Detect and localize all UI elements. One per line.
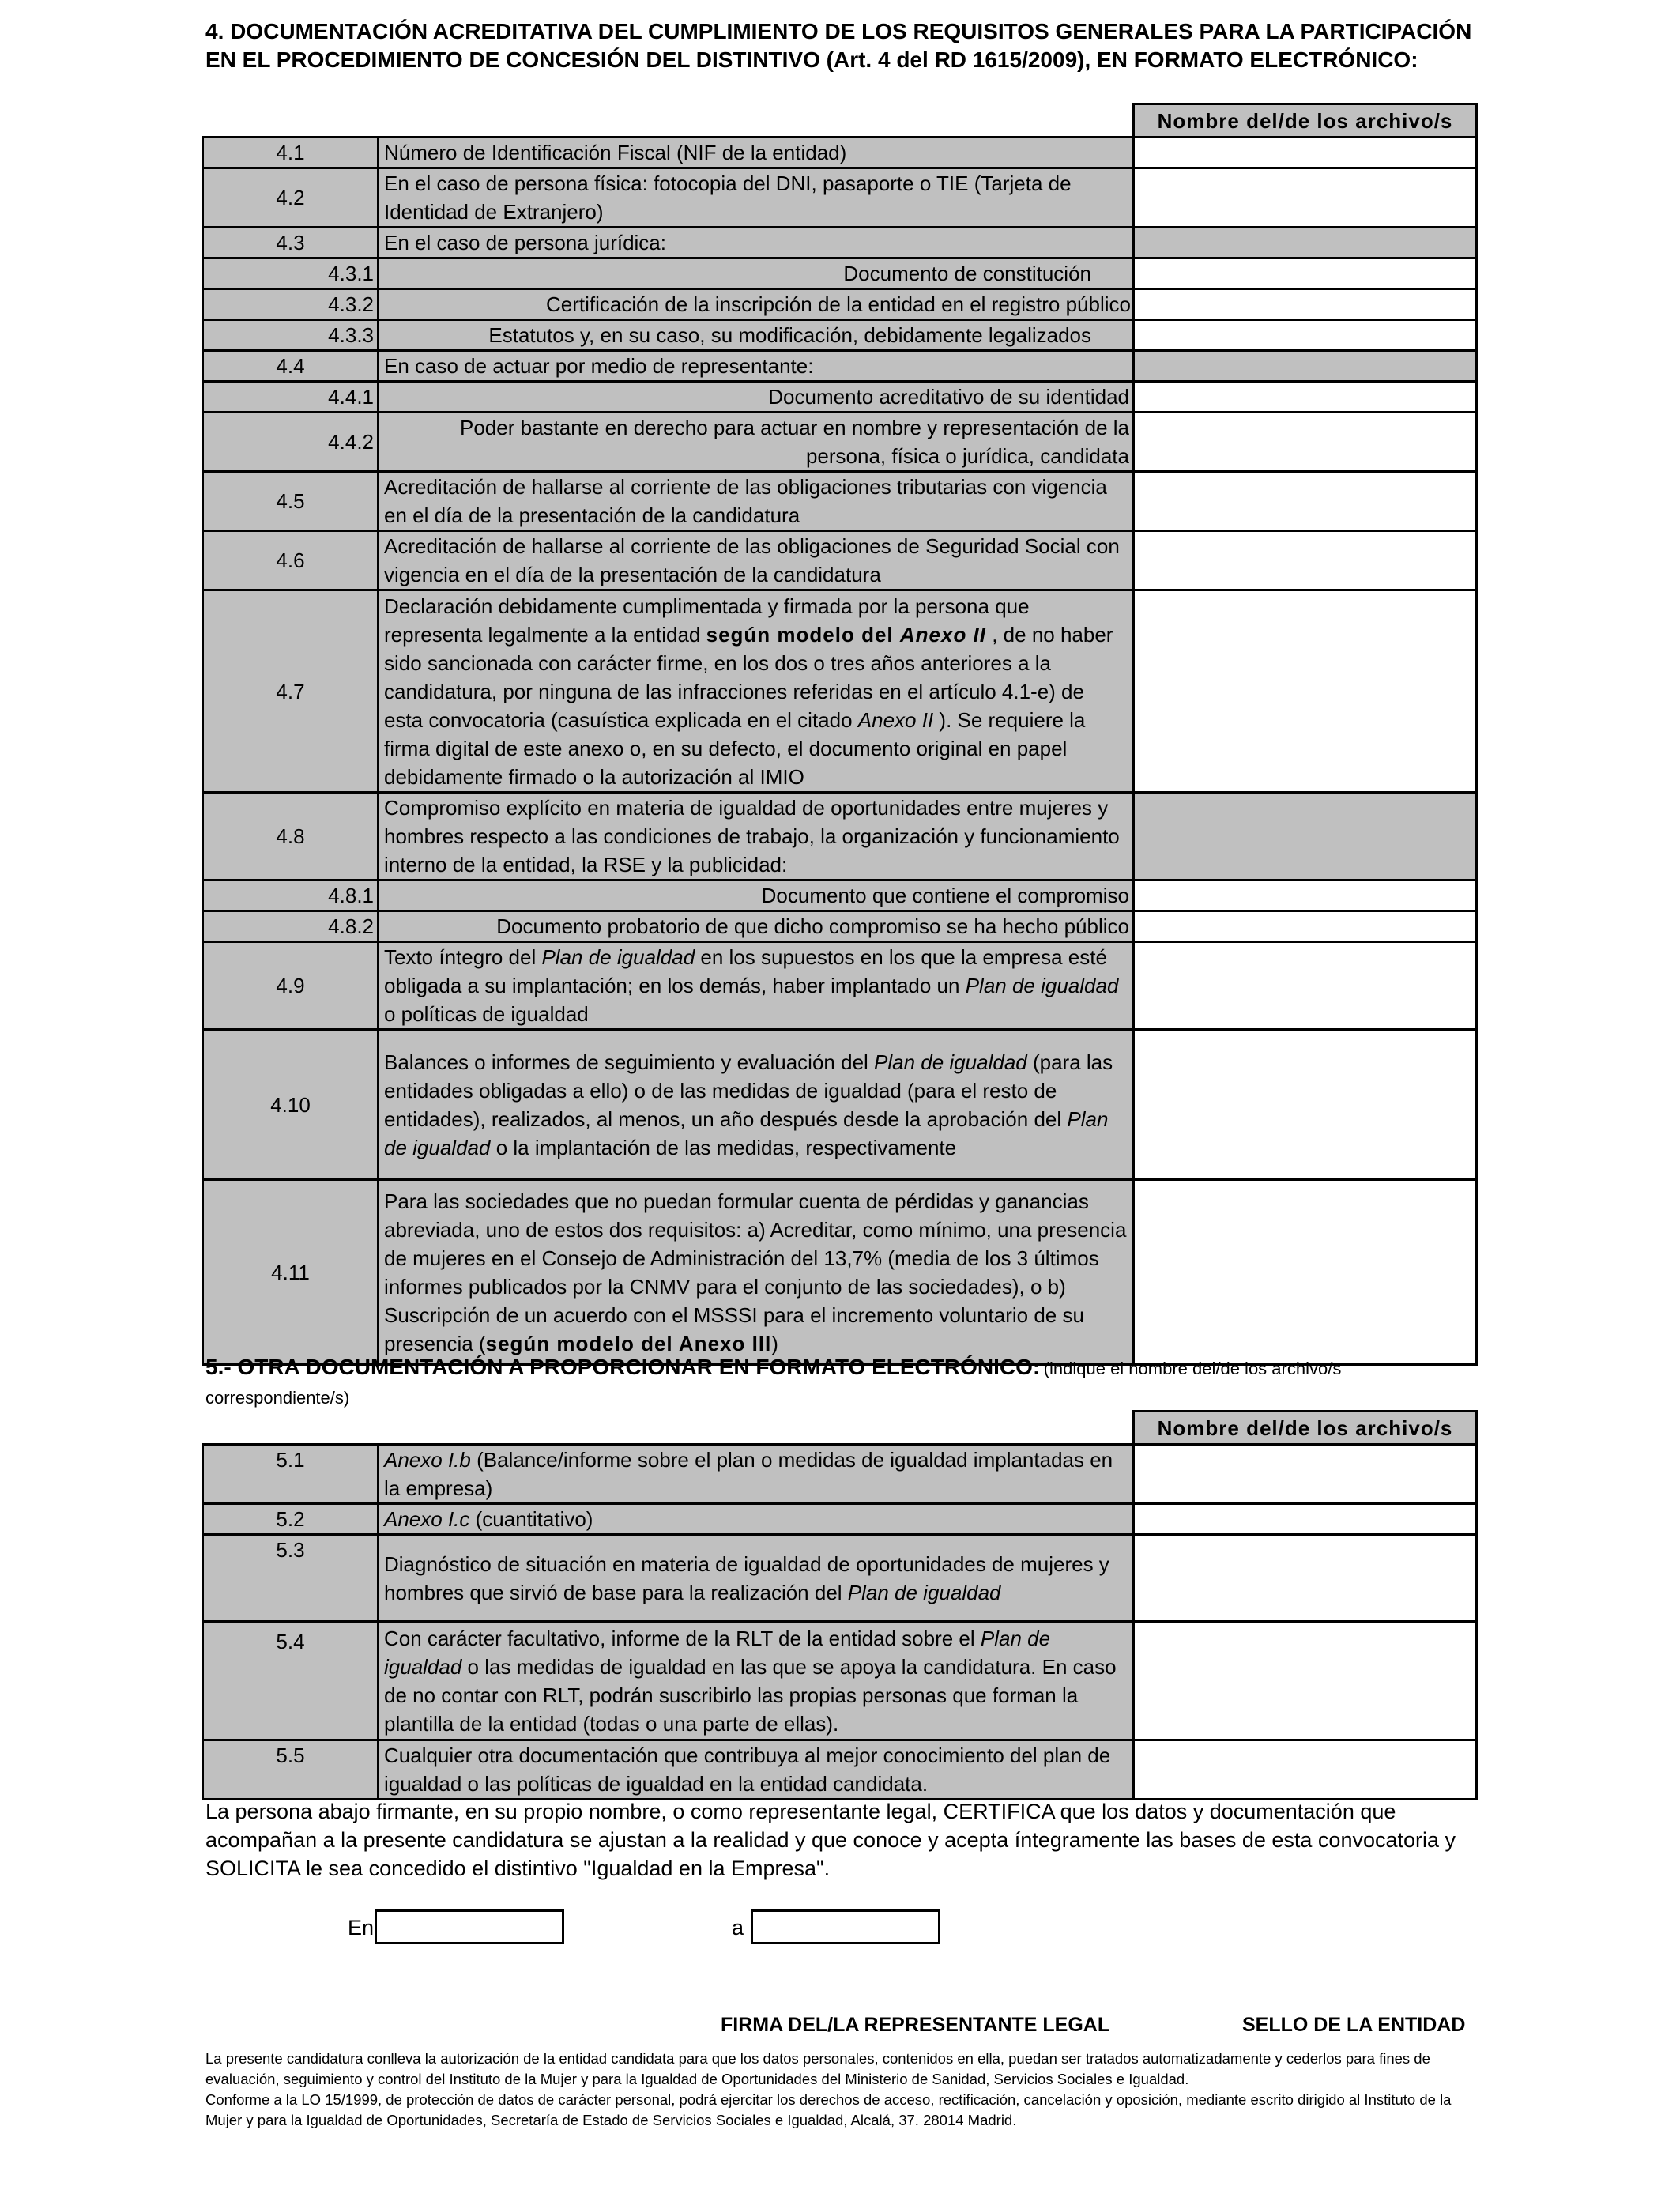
table-row — [203, 472, 1477, 531]
row-number: 4.6 — [203, 531, 379, 590]
table-row — [203, 1030, 1477, 1180]
file-name-field-4-4-1[interactable] — [1134, 382, 1477, 413]
row-number: 5.2 — [203, 1504, 379, 1535]
row-number: 5.3 — [203, 1535, 379, 1622]
certification-text: La persona abajo firmante, en su propio nombre, o como representante legal, CERTIFICA que los datos y documentación que acompañan a la presente candidatura se ajustan a la realidad y que conoce y acepta íntegramente las bases de esta convocatoria y SOLICITA le sea concedido el distintivo "Igualdad en la Empresa". — [205, 1800, 1456, 1880]
file-name-field-4-2[interactable] — [1134, 168, 1477, 228]
table-row — [203, 289, 1477, 320]
row-number: 5.4 — [203, 1622, 379, 1740]
row-number: 4.11 — [203, 1180, 379, 1365]
table-row — [203, 793, 1477, 880]
row-description: Anexo I.b (Balance/informe sobre el plan o medidas de igualdad implantadas en la empresa) — [379, 1445, 1134, 1504]
row-description: Certificación de la inscripción de la entidad en el registro público — [379, 289, 1134, 320]
file-name-column-header: Nombre del/de los archivo/s — [1134, 1412, 1477, 1445]
file-name-field-5-1[interactable] — [1134, 1445, 1477, 1504]
file-name-cell-disabled — [1134, 228, 1477, 258]
section-4-table — [202, 103, 1478, 1366]
row-description: Documento de constitución — [379, 258, 1134, 289]
row-description: Con carácter facultativo, informe de la RLT de la entidad sobre el Plan de igualdad o las medidas de igualdad en las que se apoya la candidatura. En caso de no contar con RLT, podrán suscribirlo las propias personas que forman la plantilla de la entidad (todas o una parte de ellas). — [379, 1622, 1134, 1740]
section-4-title: 4. DOCUMENTACIÓN ACREDITATIVA DEL CUMPLIMIENTO DE LOS REQUISITOS GENERALES PARA LA PARTICIPACIÓN EN EL PROCEDIMIENTO DE CONCESIÓN DEL DISTINTIVO (Art. 4 del RD 1615/2009), EN FORMATO ELECTRÓNICO: — [205, 19, 1472, 72]
row-description: En el caso de persona física: fotocopia del DNI, pasaporte o TIE (Tarjeta de Identidad de Extranjero) — [379, 168, 1134, 228]
table-row — [203, 413, 1477, 472]
row-number: 4.3 — [203, 228, 379, 258]
table-row — [203, 258, 1477, 289]
place-field[interactable] — [375, 1909, 564, 1944]
row-description: Número de Identificación Fiscal (NIF de la entidad) — [379, 138, 1134, 168]
file-name-field-4-6[interactable] — [1134, 531, 1477, 590]
row-description: Compromiso explícito en materia de igualdad de oportunidades entre mujeres y hombres respecto a las condiciones de trabajo, la organización y funcionamiento interno de la entidad, la RSE y la publicidad: — [379, 793, 1134, 880]
date-field[interactable] — [751, 1909, 940, 1944]
table-row — [203, 1535, 1477, 1622]
row-description: Acreditación de hallarse al corriente de las obligaciones tributarias con vigencia en el día de la presentación de la candidatura — [379, 472, 1134, 531]
file-name-cell-disabled — [1134, 793, 1477, 880]
file-name-field-5-3[interactable] — [1134, 1535, 1477, 1622]
row-number: 4.8 — [203, 793, 379, 880]
file-name-field-5-2[interactable] — [1134, 1504, 1477, 1535]
table-row — [203, 320, 1477, 351]
row-number: 4.7 — [203, 590, 379, 793]
row-number: 5.1 — [203, 1445, 379, 1504]
table-row — [203, 228, 1477, 258]
table-row — [203, 1504, 1477, 1535]
row-number: 4.8.2 — [203, 911, 379, 942]
table-row — [203, 590, 1477, 793]
row-description: Documento probatorio de que dicho compromiso se ha hecho público — [379, 911, 1134, 942]
file-name-field-4-4-2[interactable] — [1134, 413, 1477, 472]
file-name-field-5-4[interactable] — [1134, 1622, 1477, 1740]
row-number: 4.1 — [203, 138, 379, 168]
row-description: Texto íntegro del Plan de igualdad en los supuestos en los que la empresa esté obligada a su implantación; en los demás, haber implantado un Plan de igualdad o políticas de igualdad — [379, 942, 1134, 1030]
seal-label: SELLO DE LA ENTIDAD — [1242, 2014, 1466, 2036]
row-description: Acreditación de hallarse al corriente de las obligaciones de Seguridad Social con vigencia en el día de la presentación de la candidatura — [379, 531, 1134, 590]
file-name-field-4-9[interactable] — [1134, 942, 1477, 1030]
file-name-field-4-3-3[interactable] — [1134, 320, 1477, 351]
table-row — [203, 168, 1477, 228]
file-name-field-4-8-1[interactable] — [1134, 880, 1477, 911]
row-number: 4.4.2 — [203, 413, 379, 472]
row-number: 4.3.2 — [203, 289, 379, 320]
row-description: En caso de actuar por medio de representante: — [379, 351, 1134, 382]
section-5-title: 5.- OTRA DOCUMENTACIÓN A PROPORCIONAR EN FORMATO ELECTRÓNICO: (indique el nombre del/de los archivo/s correspondiente/s) — [205, 1355, 1342, 1408]
row-description: Estatutos y, en su caso, su modificación, debidamente legalizados — [379, 320, 1134, 351]
row-description: Documento que contiene el compromiso — [379, 880, 1134, 911]
file-name-field-4-3-1[interactable] — [1134, 258, 1477, 289]
file-name-field-4-5[interactable] — [1134, 472, 1477, 531]
table-row — [203, 911, 1477, 942]
file-name-field-5-5[interactable] — [1134, 1740, 1477, 1800]
row-number: 4.2 — [203, 168, 379, 228]
table-row — [203, 1622, 1477, 1740]
section-5-note: (indique el nombre del/de los archivo/s correspondiente/s) — [205, 1359, 1342, 1408]
row-description: Balances o informes de seguimiento y evaluación del Plan de igualdad (para las entidades obligadas a ello) o de las medidas de igualdad (para el resto de entidades), realizados, al menos, un año después desde la aprobación del Plan de igualdad o la implantación de las medidas, respectivamente — [379, 1030, 1134, 1180]
row-description: Declaración debidamente cumplimentada y firmada por la persona que representa legalmente a la entidad según modelo del Anexo II , de no haber sido sancionada con carácter firme, en los dos o tres años anteriores a la candidatura, por ninguna de las infracciones referidas en el artículo 4.1-e) de esta convocatoria (casuística explicada en el citado Anexo II ). Se requiere la firma digital de este anexo o, en su defecto, el documento original en papel debidamente firmado o la autorización al IMIO — [379, 590, 1134, 793]
row-number: 4.4 — [203, 351, 379, 382]
file-name-field-4-1[interactable] — [1134, 138, 1477, 168]
row-description: Documento acreditativo de su identidad — [379, 382, 1134, 413]
row-number: 5.5 — [203, 1740, 379, 1800]
table-row — [203, 1445, 1477, 1504]
row-number: 4.3.1 — [203, 258, 379, 289]
file-name-field-4-3-2[interactable] — [1134, 289, 1477, 320]
row-description: Cualquier otra documentación que contribuya al mejor conocimiento del plan de igualdad o las políticas de igualdad en la entidad candidata. — [379, 1740, 1134, 1800]
signature-label: FIRMA DEL/LA REPRESENTANTE LEGAL — [721, 2014, 1110, 2036]
table-row — [203, 138, 1477, 168]
table-row — [203, 531, 1477, 590]
row-description: Para las sociedades que no puedan formular cuenta de pérdidas y ganancias abreviada, uno de estos dos requisitos: a) Acreditar, como mínimo, una presencia de mujeres en el Consejo de Administración del 13,7% (media de los 3 últimos informes publicados por la CNMV para el conjunto de las sociedades), o b) Suscripción de un acuerdo con el MSSSI para el incremento voluntario de su presencia (según modelo del Anexo III) — [379, 1180, 1134, 1365]
legal-footer — [205, 2049, 1478, 2131]
table-row — [203, 1180, 1477, 1365]
table-row — [203, 880, 1477, 911]
row-number: 4.3.3 — [203, 320, 379, 351]
row-description: Diagnóstico de situación en materia de igualdad de oportunidades de mujeres y hombres que sirvió de base para la realización del Plan de igualdad — [379, 1535, 1134, 1622]
row-number: 4.5 — [203, 472, 379, 531]
row-number: 4.8.1 — [203, 880, 379, 911]
row-description: En el caso de persona jurídica: — [379, 228, 1134, 258]
table-row — [203, 1740, 1477, 1800]
footer-data-protection: Conforme a la LO 15/1999, de protección de datos de carácter personal, podrá ejercitar los derechos de acceso, rectificación, cancelación y oposición, mediante escrito dirigido al Instituto de la Mujer y para la Igualdad de Oportunidades, Secretaría de Estado de Servicios Sociales e Igualdad, Alcalá, 37. 28014 Madrid. — [205, 2091, 1452, 2128]
place-label: En — [348, 1916, 375, 1940]
row-description: Anexo I.c (cuantitativo) — [379, 1504, 1134, 1535]
date-label: a — [732, 1916, 744, 1940]
section-5-table — [202, 1410, 1478, 1800]
file-name-field-4-7[interactable] — [1134, 590, 1477, 793]
file-name-field-4-8-2[interactable] — [1134, 911, 1477, 942]
file-name-field-4-11[interactable] — [1134, 1180, 1477, 1365]
row-number: 4.9 — [203, 942, 379, 1030]
table-row — [203, 382, 1477, 413]
row-number: 4.4.1 — [203, 382, 379, 413]
file-name-field-4-10[interactable] — [1134, 1030, 1477, 1180]
file-name-column-header: Nombre del/de los archivo/s — [1134, 104, 1477, 138]
row-description: Poder bastante en derecho para actuar en nombre y representación de la persona, física o jurídica, candidata — [379, 413, 1134, 472]
row-number: 4.10 — [203, 1030, 379, 1180]
footer-authorization: La presente candidatura conlleva la autorización de la entidad candidata para que los datos personales, contenidos en ella, puedan ser tratados automatizadamente y cederlos para fines de evaluación, seguimiento y control del Instituto de la Mujer y para la Igualdad de Oportunidades del Ministerio de Sanidad, Servicios Sociales e Igualdad. — [205, 2050, 1430, 2087]
table-row — [203, 351, 1477, 382]
file-name-cell-disabled — [1134, 351, 1477, 382]
table-row — [203, 942, 1477, 1030]
